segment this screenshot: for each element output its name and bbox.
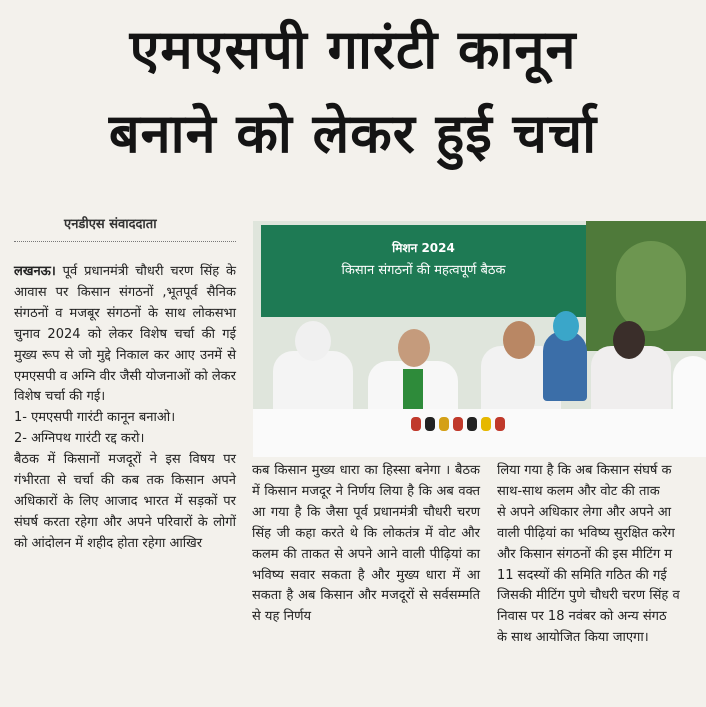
article-paragraph: बैठक में किसानों मजदूरों ने इस विषय पर गंभीरता से चर्चा की कब तक किसान अपने अधिकारों के लिए आजाद भारत में सड़कों पर संघर्ष करता रहेगा और अपने परिवारों के लोगों को आंदोलन में शहीद होता रहेगा आखिर — [14, 452, 236, 551]
dateline: लखनऊ। — [14, 264, 56, 279]
headline-line-1: एमएसपी गारंटी कानून — [129, 18, 577, 81]
article-line: लिया गया है कि अब किसान संघर्ष क — [497, 463, 672, 478]
article-paragraph — [14, 262, 236, 408]
photo-mic — [425, 417, 435, 431]
article-paragraph: कब किसान मुख्य धारा का हिस्सा बनेगा । बैठक में किसान मजदूर ने निर्णय लिया है कि अब वक्त आ गया है कि जैसा पूर्व प्रधानमंत्री चौधरी चरण सिंह जी कहा करते थे कि लोकतंत्र में वोट और कलम की ताकत से अपने आने वाली पीढ़ियां का भविष्य सवार सकता है और मुख्य धारा में आ सकता है अब किसान और मजदूरों से सर्वसम्मति से यह निर्णय — [252, 463, 480, 625]
photo-mic — [481, 417, 491, 431]
article-text: पूर्व प्रधानमंत्री चौधरी चरण सिंह के आवास पर किसान संगठनों ,भूतपूर्व सैनिक संगठनों व मजबूर संगठनों के साथ लोकसभा चुनाव 2024 को लेकर विशेष चर्चा की गई मुख्य रूप से जो मुद्दे निकाल कर आए उनमें से एमएसपी व अग्नि वीर जैसी योजनाओं को लेकर विशेष चर्चा की गई। — [14, 264, 236, 405]
article-column-3 — [497, 461, 706, 649]
list-item: 2- अग्निपथ गारंटी रद्द करो। — [14, 431, 145, 447]
article-column-2 — [252, 461, 480, 628]
article-line: निवास पर 18 नवंबर को अन्य संगठ — [497, 609, 667, 625]
photo-mic — [411, 417, 421, 431]
photo-person-head — [398, 329, 430, 367]
article-line: के साथ आयोजित किया जाएगा। — [497, 630, 649, 646]
headline-line-2: बनाने को लेकर हुई चर्चा — [108, 102, 598, 165]
photo-mic — [467, 417, 477, 431]
headline — [0, 8, 706, 176]
divider — [14, 241, 236, 242]
article-line: वाली पीढ़ियां का भविष्य सुरक्षित करेग — [497, 525, 675, 541]
banner-line-1: मिशन 2024 — [392, 241, 455, 255]
photo-person — [543, 331, 587, 401]
article-line: से अपने अधिकार लेगा और अपने आ — [497, 504, 672, 520]
photo-table — [253, 409, 706, 457]
article-column-1 — [14, 262, 236, 555]
photo-mic — [453, 417, 463, 431]
photo-person-head — [613, 321, 645, 359]
news-photo — [253, 221, 706, 457]
article-line: 11 सदस्यों की समिति गठित की गई — [497, 567, 667, 583]
photo-mic — [439, 417, 449, 431]
article-line: और किसान संगठनों की इस मीटिंग म — [497, 546, 673, 562]
photo-person-turban — [553, 311, 579, 341]
photo-person-head — [503, 321, 535, 359]
byline: एनडीएस संवाददाता — [64, 217, 157, 232]
photo-person-turban — [295, 321, 331, 361]
photo-mic — [495, 417, 505, 431]
article-line: साथ-साथ कलम और वोट की ताक — [497, 483, 660, 499]
photo-foliage — [616, 241, 686, 331]
banner-line-2: किसान संगठनों की महत्वपूर्ण बैठक — [341, 263, 506, 278]
article-line: जिसकी मीटिंग पुणे चौधरी चरण सिंह व — [497, 588, 680, 604]
list-item: 1- एमएसपी गारंटी कानून बनाओ। — [14, 410, 176, 426]
photo-banner — [261, 225, 586, 317]
